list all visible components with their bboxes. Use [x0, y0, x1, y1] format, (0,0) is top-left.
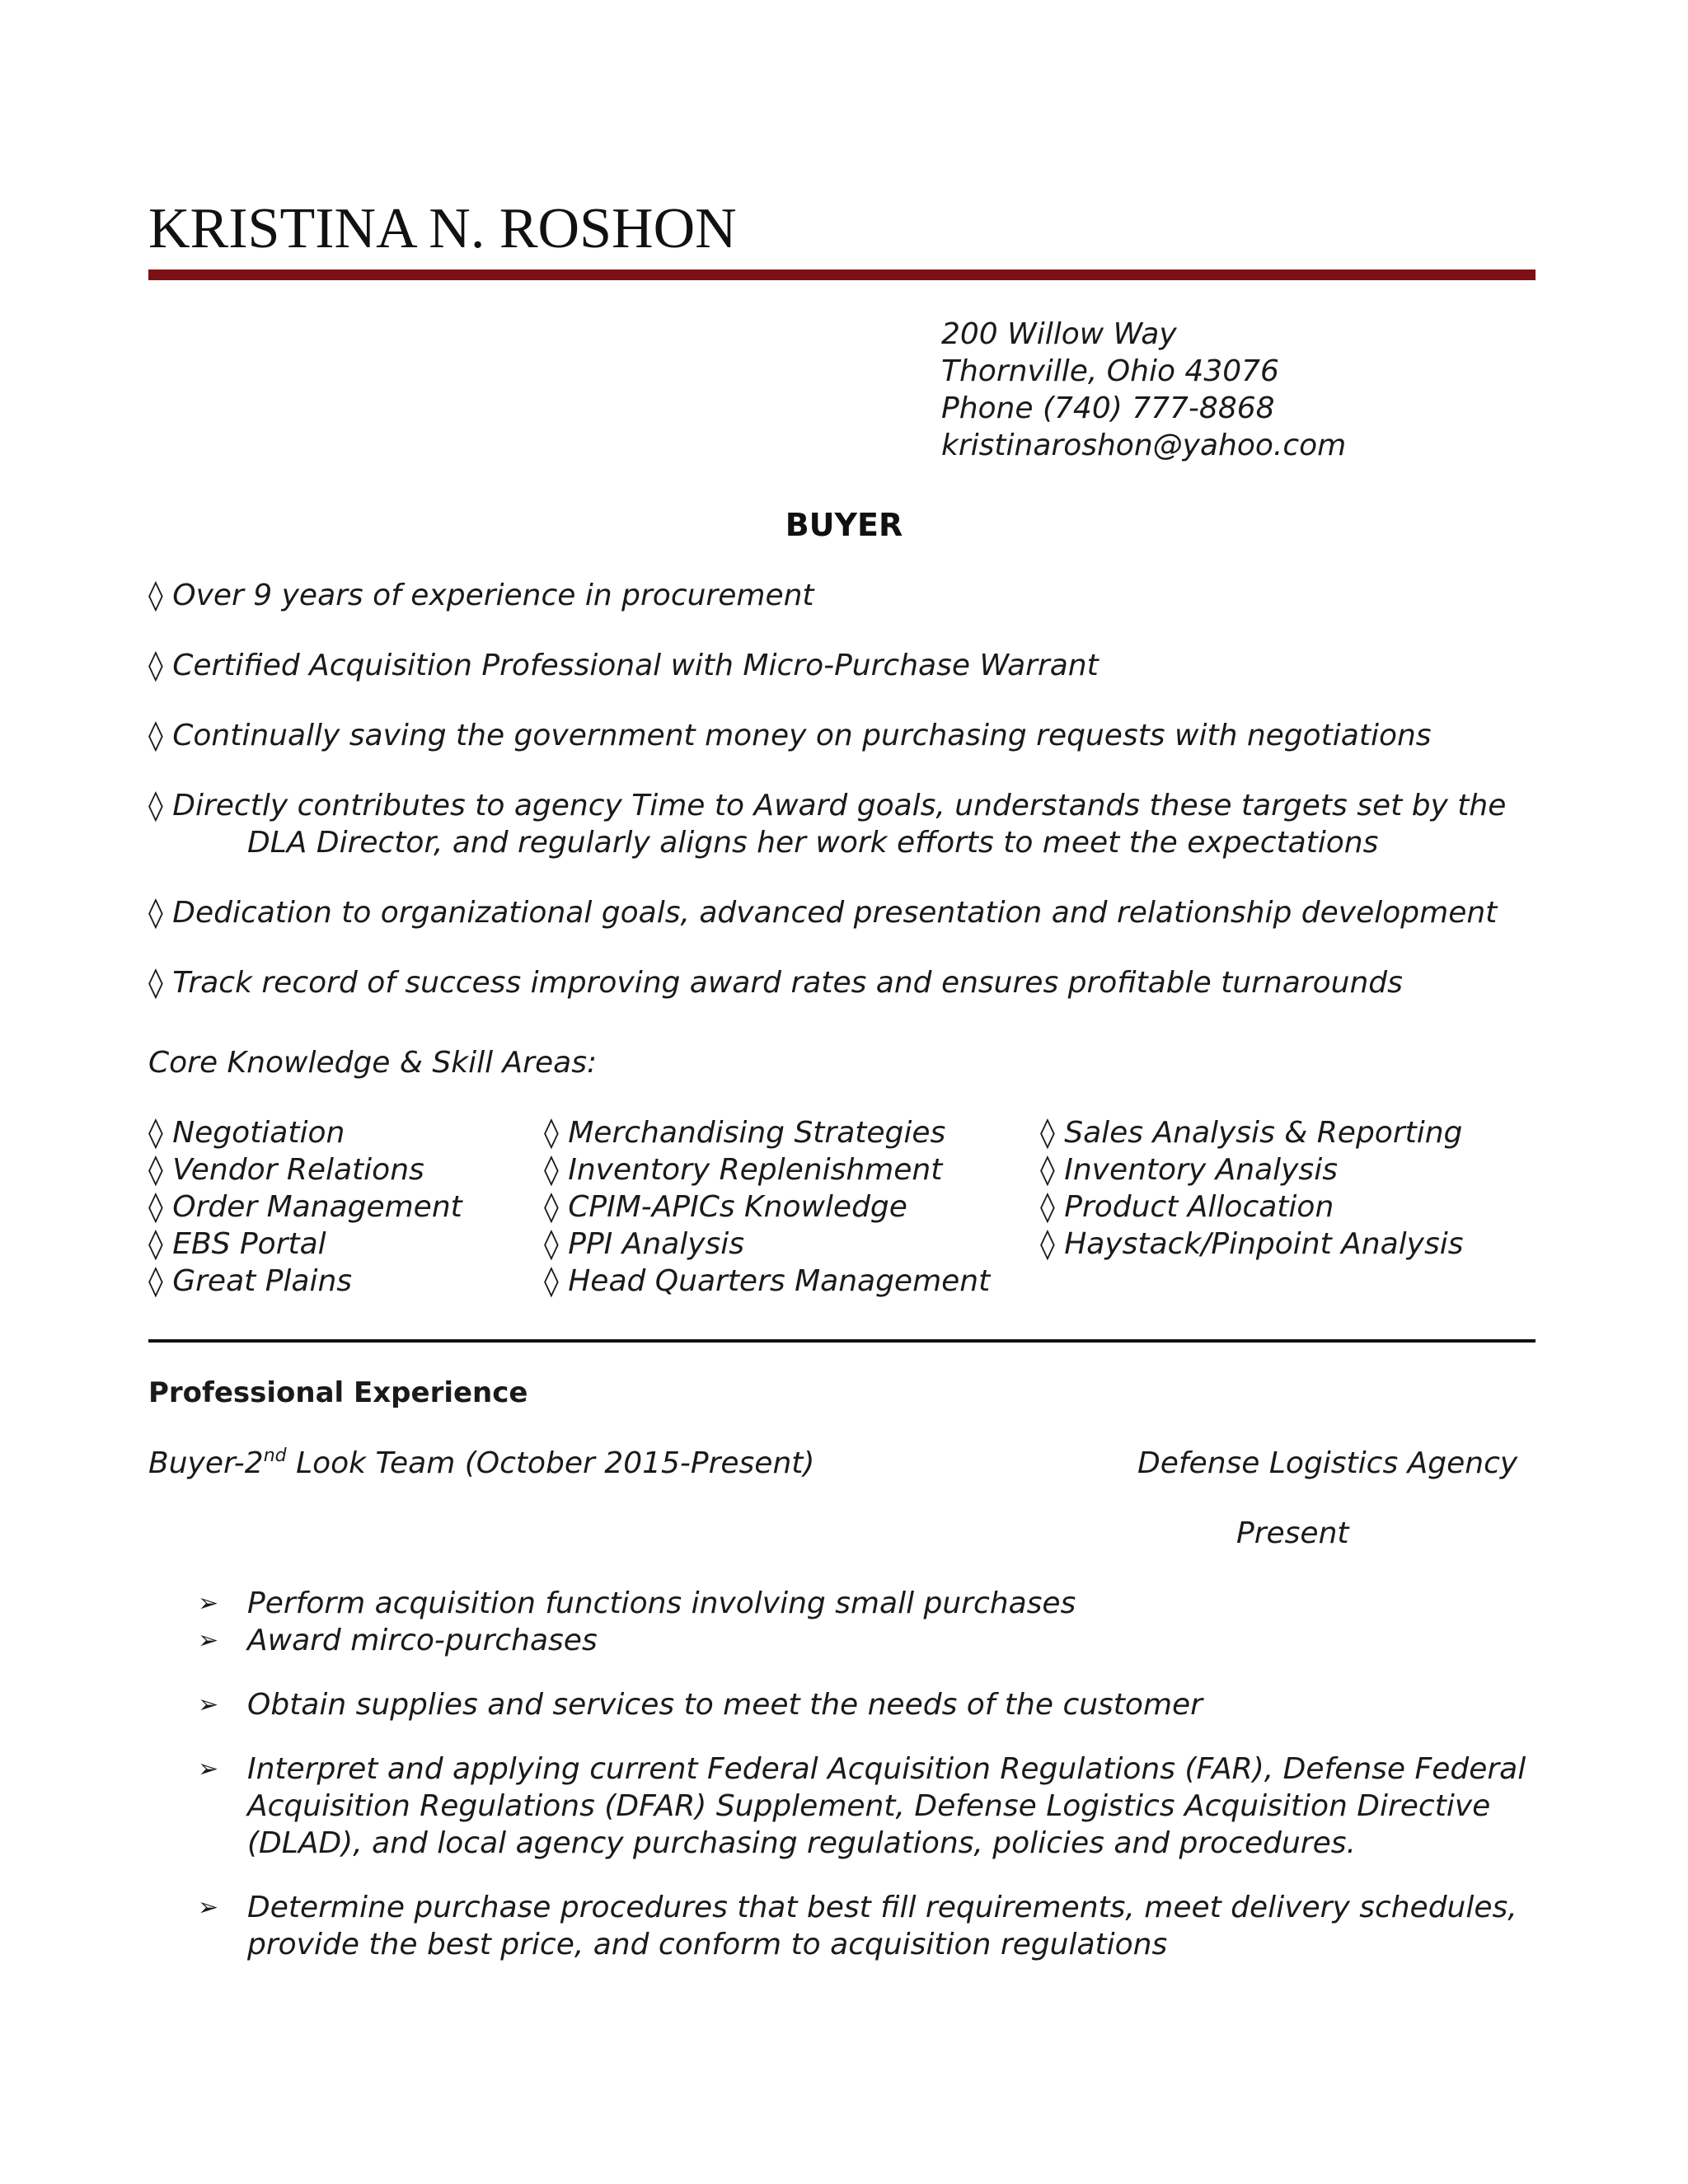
summary-list: [148, 577, 1550, 1034]
arrow-bullet-icon: ➢: [198, 1893, 219, 1922]
summary-item: [148, 894, 1550, 931]
job-title-suffix: Look Team (October 2015-Present): [286, 1446, 815, 1480]
skills-column-2: [544, 1114, 990, 1300]
employer-name: Defense Logistics Agency: [1137, 1446, 1518, 1480]
summary-item: [148, 717, 1550, 754]
summary-item-text: ◊ Dedication to organizational goals, advanced presentation and relationship development: [148, 896, 1498, 930]
contact-city: Thornville, Ohio 43076: [941, 354, 1279, 388]
skill-item: ◊ Great Plains: [148, 1264, 353, 1298]
experience-heading: Professional Experience: [148, 1376, 528, 1409]
skill-item: ◊ Sales Analysis & Reporting: [1040, 1116, 1463, 1150]
summary-item: [148, 577, 1550, 614]
job-title-prefix: Buyer-2: [148, 1446, 264, 1480]
duty-text: provide the best price, and conform to acquisition regulations: [247, 1928, 1168, 1961]
arrow-bullet-icon: ➢: [198, 1626, 219, 1655]
summary-item-text: ◊ Directly contributes to agency Time to Award goals, understands these targets set by the: [148, 789, 1507, 823]
job-title-ordinal: nd: [263, 1446, 287, 1466]
skills-column-3: [1040, 1114, 1463, 1263]
summary-item-text: ◊ Certified Acquisition Professional with Micro-Purchase Warrant: [148, 649, 1099, 682]
duty-item: [198, 1585, 1550, 1622]
job-title: [148, 1445, 814, 1482]
contact-block: [941, 316, 1346, 464]
duties-list: [198, 1585, 1550, 1963]
candidate-name: KRISTINA N. ROSHON: [148, 197, 737, 260]
summary-item-text: ◊ Over 9 years of experience in procurement: [148, 579, 814, 612]
summary-item-text: ◊ Track record of success improving award rates and ensures profitable turnarounds: [148, 966, 1403, 1000]
duty-item: [198, 1750, 1550, 1862]
duty-text: Obtain supplies and services to meet the needs of the customer: [247, 1688, 1203, 1722]
skill-item: ◊ Head Quarters Management: [544, 1264, 991, 1298]
skill-item: ◊ PPI Analysis: [544, 1227, 745, 1261]
duty-text: Acquisition Regulations (DFAR) Supplement, Defense Logistics Acquisition Directive: [247, 1789, 1491, 1823]
skills-column-1: [148, 1114, 462, 1300]
contact-phone: Phone (740) 777-8868: [941, 391, 1275, 425]
summary-item: [148, 964, 1550, 1001]
employment-date: Present: [1236, 1516, 1349, 1550]
skill-item: ◊ Inventory Replenishment: [544, 1153, 943, 1187]
duty-text: (DLAD), and local agency purchasing regulations, policies and procedures.: [247, 1826, 1356, 1860]
summary-item: [148, 787, 1550, 861]
section-divider: [148, 1339, 1536, 1343]
contact-email: kristinaroshon@yahoo.com: [941, 429, 1347, 462]
core-skills-heading: Core Knowledge & Skill Areas:: [148, 1046, 598, 1080]
arrow-bullet-icon: ➢: [198, 1589, 219, 1618]
duty-text: Interpret and applying current Federal Acquisition Regulations (FAR), Defense Federal: [247, 1752, 1526, 1786]
summary-item-text: ◊ Continually saving the government money on purchasing requests with negotiations: [148, 719, 1432, 752]
duty-text: Perform acquisition functions involving small purchases: [247, 1586, 1076, 1620]
skill-item: ◊ Order Management: [148, 1190, 462, 1224]
contact-street: 200 Willow Way: [941, 317, 1177, 351]
skill-item: ◊ Merchandising Strategies: [544, 1116, 946, 1150]
duty-item: [198, 1622, 1550, 1659]
skill-item: ◊ CPIM-APICs Knowledge: [544, 1190, 907, 1224]
arrow-bullet-icon: ➢: [198, 1690, 219, 1719]
skill-item: ◊ EBS Portal: [148, 1227, 326, 1261]
summary-item-continuation: DLA Director, and regularly aligns her work efforts to meet the expectations: [247, 826, 1379, 860]
duty-text: Award mirco-purchases: [247, 1624, 598, 1657]
arrow-bullet-icon: ➢: [198, 1755, 219, 1783]
skill-item: ◊ Inventory Analysis: [1040, 1153, 1338, 1187]
skill-item: ◊ Product Allocation: [1040, 1190, 1334, 1224]
summary-item: [148, 647, 1550, 684]
skill-item: ◊ Vendor Relations: [148, 1153, 424, 1187]
resume-title: BUYER: [785, 507, 903, 543]
skill-item: ◊ Negotiation: [148, 1116, 345, 1150]
duty-item: [198, 1686, 1550, 1723]
duty-item: [198, 1889, 1550, 1963]
skill-item: ◊ Haystack/Pinpoint Analysis: [1040, 1227, 1464, 1261]
duty-text: Determine purchase procedures that best fill requirements, meet delivery schedules,: [247, 1891, 1517, 1924]
name-divider: [148, 269, 1536, 280]
